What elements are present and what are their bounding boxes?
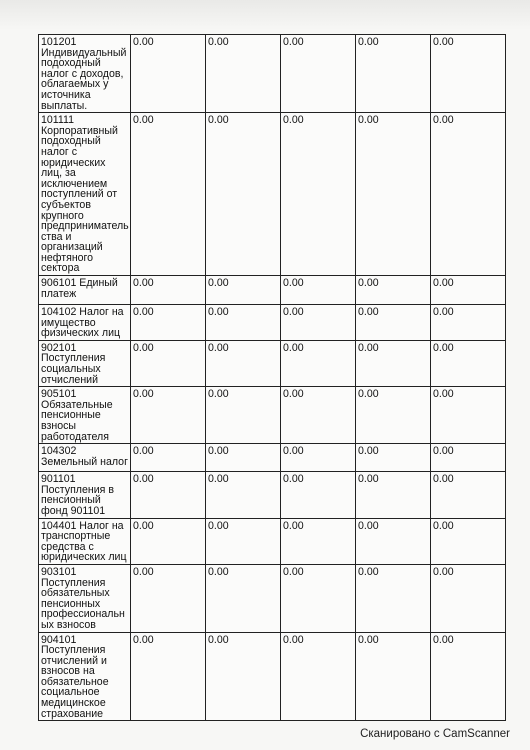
amount-cell: 0.00 (206, 472, 281, 518)
amount-cell: 0.00 (356, 340, 431, 386)
tax-code-name: 905101 Обязательные пенсионные взносы работодателя (39, 387, 131, 444)
page-top-shadow (0, 0, 530, 30)
amount-cell: 0.00 (206, 564, 281, 632)
amount-cell: 0.00 (431, 632, 506, 721)
camscanner-watermark: Сканировано с CamScanner (360, 728, 510, 740)
amount-cell: 0.00 (206, 340, 281, 386)
amount-cell: 0.00 (356, 387, 431, 444)
amount-cell: 0.00 (281, 387, 356, 444)
amount-cell: 0.00 (131, 276, 206, 305)
amount-cell: 0.00 (131, 472, 206, 518)
amount-cell: 0.00 (131, 35, 206, 113)
amount-cell: 0.00 (431, 276, 506, 305)
tax-payments-table (38, 34, 506, 721)
amount-cell: 0.00 (281, 305, 356, 341)
amount-cell: 0.00 (281, 35, 356, 113)
amount-cell: 0.00 (356, 276, 431, 305)
amount-cell: 0.00 (206, 632, 281, 721)
table-row (39, 387, 506, 444)
amount-cell: 0.00 (431, 305, 506, 341)
amount-cell: 0.00 (431, 387, 506, 444)
table-row (39, 632, 506, 721)
tax-code-name: 901101 Поступления в пенсионный фонд 901101 (39, 472, 131, 518)
amount-cell: 0.00 (431, 340, 506, 386)
amount-cell: 0.00 (131, 305, 206, 341)
tax-code-name: 104302 Земельный налог (39, 444, 131, 472)
amount-cell: 0.00 (131, 340, 206, 386)
table-row (39, 444, 506, 472)
amount-cell: 0.00 (356, 35, 431, 113)
amount-cell: 0.00 (281, 340, 356, 386)
tax-code-name: 902101 Поступления социальных отчислений (39, 340, 131, 386)
amount-cell: 0.00 (206, 276, 281, 305)
tax-code-name: 101201 Индивидуальный подоходный налог с доходов, облагаемых у источника выплаты. (39, 35, 131, 113)
amount-cell: 0.00 (206, 35, 281, 113)
amount-cell: 0.00 (281, 518, 356, 564)
table-row (39, 35, 506, 113)
amount-cell: 0.00 (281, 113, 356, 276)
amount-cell: 0.00 (356, 632, 431, 721)
amount-cell: 0.00 (281, 564, 356, 632)
amount-cell: 0.00 (431, 35, 506, 113)
table-row (39, 472, 506, 518)
amount-cell: 0.00 (281, 276, 356, 305)
table-row (39, 340, 506, 386)
amount-cell: 0.00 (131, 518, 206, 564)
amount-cell: 0.00 (131, 564, 206, 632)
amount-cell: 0.00 (431, 518, 506, 564)
amount-cell: 0.00 (131, 387, 206, 444)
tax-code-name: 906101 Единый платеж (39, 276, 131, 305)
tax-code-name: 101111 Корпоративный подоходный налог с юридических лиц, за исключением поступлений от субъектов крупного предпринимательства и организаций нефтяного сектора (39, 113, 131, 276)
amount-cell: 0.00 (431, 113, 506, 276)
amount-cell: 0.00 (131, 113, 206, 276)
table-row (39, 518, 506, 564)
amount-cell: 0.00 (431, 472, 506, 518)
table-row (39, 564, 506, 632)
amount-cell: 0.00 (206, 113, 281, 276)
amount-cell: 0.00 (356, 444, 431, 472)
amount-cell: 0.00 (356, 305, 431, 341)
amount-cell: 0.00 (206, 444, 281, 472)
table-row (39, 113, 506, 276)
table-row (39, 305, 506, 341)
amount-cell: 0.00 (281, 472, 356, 518)
amount-cell: 0.00 (356, 518, 431, 564)
amount-cell: 0.00 (356, 113, 431, 276)
amount-cell: 0.00 (431, 444, 506, 472)
amount-cell: 0.00 (431, 564, 506, 632)
tax-code-name: 104102 Налог на имущество физических лиц (39, 305, 131, 341)
amount-cell: 0.00 (206, 387, 281, 444)
table-row (39, 276, 506, 305)
amount-cell: 0.00 (356, 472, 431, 518)
amount-cell: 0.00 (131, 632, 206, 721)
tax-code-name: 904101 Поступления отчислений и взносов на обязательное социальное медицинское страхование (39, 632, 131, 721)
amount-cell: 0.00 (206, 305, 281, 341)
tax-code-name: 903101 Поступления обязательных пенсионных профессиональных взносов (39, 564, 131, 632)
amount-cell: 0.00 (206, 518, 281, 564)
amount-cell: 0.00 (356, 564, 431, 632)
tax-code-name: 104401 Налог на транспортные средства с юридических лиц (39, 518, 131, 564)
amount-cell: 0.00 (281, 632, 356, 721)
amount-cell: 0.00 (131, 444, 206, 472)
amount-cell: 0.00 (281, 444, 356, 472)
